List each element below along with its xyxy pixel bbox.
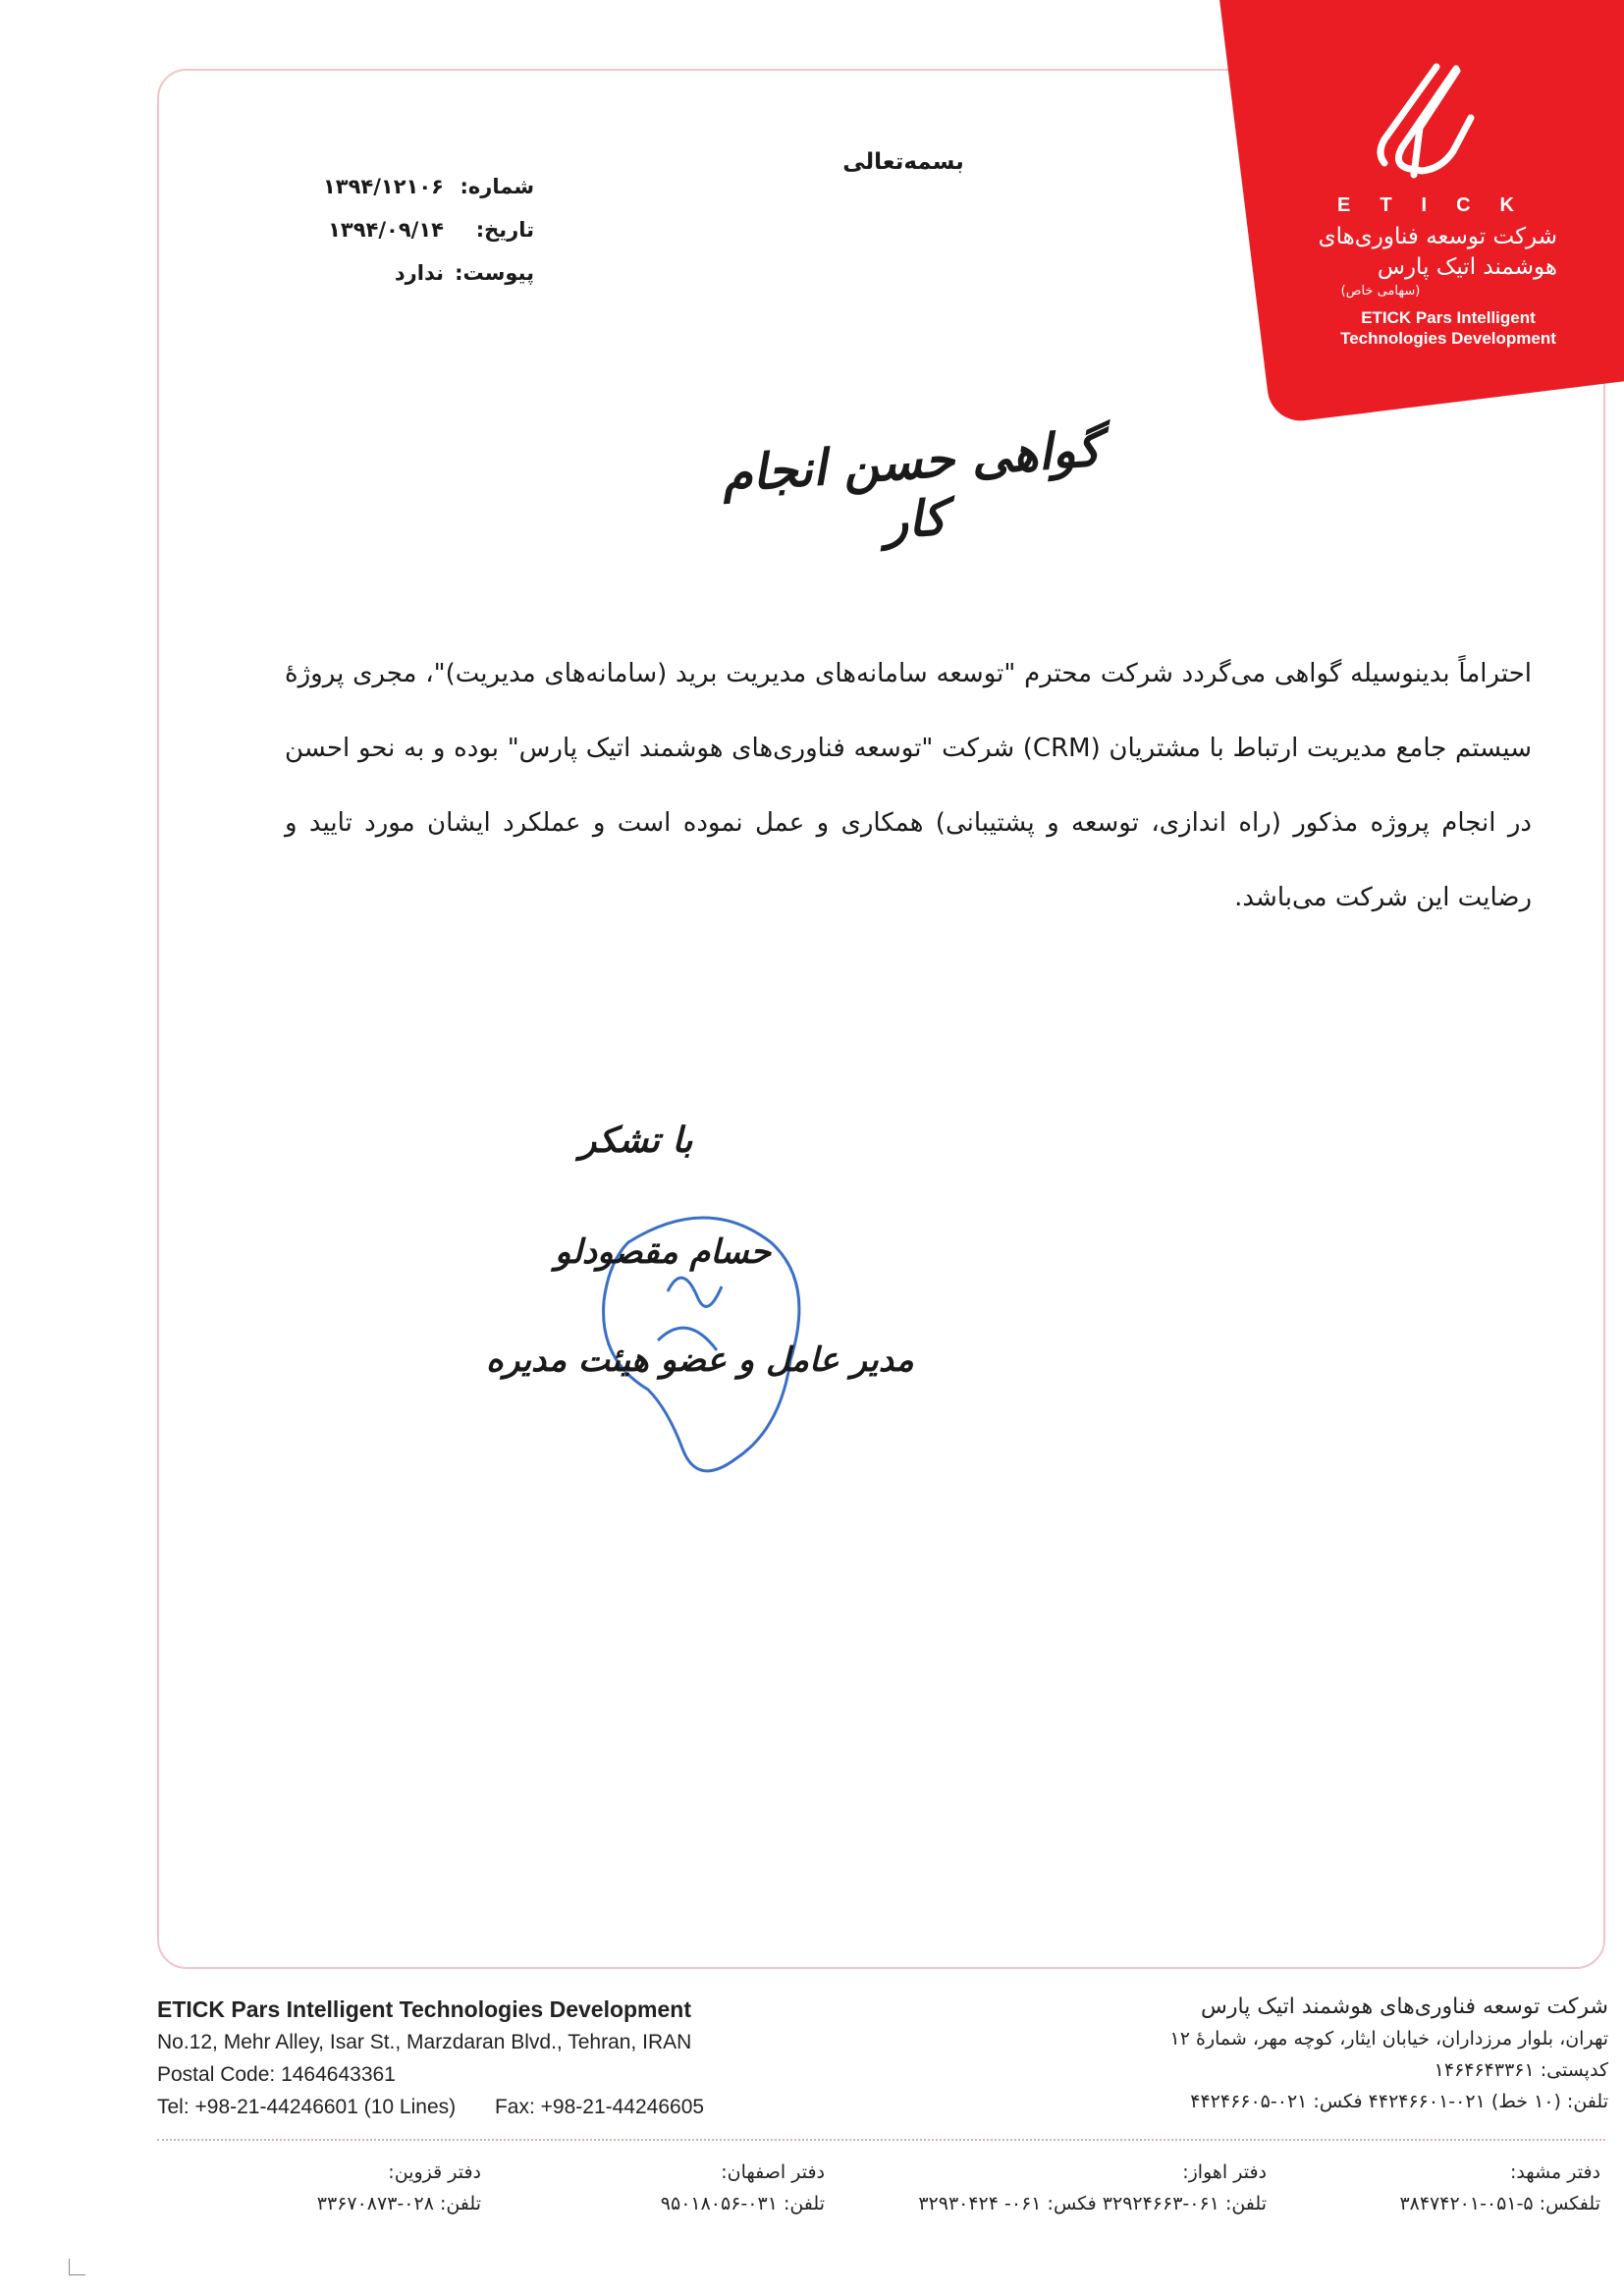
footer-fa-address: تهران، بلوار مرزداران، خیابان ایثار، کوچه مهر، شمارهٔ ۱۲ — [1169, 2028, 1608, 2050]
office-mashhad — [1399, 2157, 1600, 2219]
signer-name: حسام مقصودلو — [555, 1232, 772, 1272]
meta-number-row — [280, 175, 574, 218]
footer-fa-postal: کدپستی: ۱۴۶۴۶۴۳۳۶۱ — [1434, 2059, 1608, 2081]
attachment-label: پیوست: — [455, 261, 534, 285]
branch-offices — [147, 2157, 1610, 2235]
office-name: دفتر قزوین: — [388, 2161, 481, 2183]
number-label: شماره: — [460, 175, 534, 198]
office-phone: تلفن: ۰۶۱-۳۲۹۲۴۶۶۳ فکس: ۰۶۱- ۳۲۹۳۰۴۲۴ — [918, 2193, 1267, 2214]
closing: با تشکر — [579, 1120, 693, 1161]
office-ahvaz — [918, 2157, 1267, 2219]
number-value: ۱۳۹۴/۱۲۱۰۶ — [322, 175, 444, 198]
footer-en-phone — [157, 2091, 844, 2123]
logo-company-en-line2: Technologies Development — [1340, 329, 1556, 348]
footer-en-address: No.12, Mehr Alley, Isar St., Marzdaran Blvd., Tehran, IRAN — [157, 2031, 692, 2053]
office-name: دفتر اهواز: — [1182, 2161, 1267, 2183]
office-phone: تلفن: ۰۳۱-۹۵۰۱۸۰۵۶ — [660, 2193, 825, 2214]
letter-meta — [280, 175, 574, 304]
logo-company-en-line1: ETICK Pars Intelligent — [1361, 308, 1536, 327]
office-phone: تلفکس: ۵-۰۵۱-۳۸۴۷۴۲۰۱ — [1399, 2193, 1600, 2214]
meta-date-row — [280, 218, 574, 261]
logo-letters: ETICK — [1337, 194, 1543, 216]
footer-fa-company: شرکت توسعه فناوری‌های هوشمند اتیک پارس — [1201, 1995, 1608, 2019]
logo-company-type: (سهامی خاص) — [1340, 284, 1421, 299]
company-logo — [1218, 0, 1624, 393]
office-name: دفتر مشهد: — [1509, 2161, 1600, 2183]
attachment-value: ندارد — [394, 261, 444, 285]
footer-en-fax: Fax: +98-21-44246605 — [494, 2096, 705, 2118]
logo-company-en — [1257, 307, 1624, 349]
letter-title: گواهی حسن انجام کار — [720, 418, 1103, 551]
meta-attachment-row — [280, 261, 574, 304]
office-qazvin — [317, 2157, 481, 2219]
office-name: دفتر اصفهان: — [721, 2161, 825, 2183]
letter-body: احتراماً بدینوسیله گواهی می‌گردد شرکت محترم "توسعه سامانه‌های مدیریت برید (سامانه‌های مدیریت)"، مجری پروژهٔ سیستم جامع مدیریت ارتباط با مشتریان (CRM) شرکت "توسعه فناوری‌های هوشمند اتیک پارس" بوده و به نحو احسن در انجام پروژه مذکور (راه اندازی، توسعه و پشتیبانی) همکاری و عمل نموده است و عملکرد ایشان مورد تایید و رضایت این شرکت می‌باشد. — [285, 659, 1532, 912]
footer-en-tel: Tel: +98-21-44246601 (10 Lines) — [157, 2096, 457, 2118]
office-isfahan — [661, 2157, 825, 2219]
footer-persian — [921, 1992, 1608, 2117]
signer-title: مدیر عامل و عضو هیئت مدیره — [486, 1340, 914, 1380]
basmala: بسمه‌تعالی — [842, 149, 964, 175]
footer-fa-tel: تلفن: (۱۰ خط) ۰۲۱-۴۴۲۴۶۶۰۱ فکس: ۰۲۱-۴۴۲۴۶۶۰۵ — [1190, 2091, 1608, 2112]
etick-logo-icon — [1363, 49, 1481, 187]
office-phone: تلفن: ۰۲۸-۳۳۶۷۰۸۷۳ — [316, 2193, 481, 2214]
date-label: تاریخ: — [475, 218, 534, 242]
logo-company-fa-line2: هوشمند اتیک پارس — [1377, 254, 1557, 280]
footer-english — [157, 1994, 844, 2123]
logo-company-fa — [1263, 222, 1557, 301]
footer-divider — [157, 2139, 1605, 2141]
footer-en-company: ETICK Pars Intelligent Technologies Development — [157, 1996, 692, 2022]
corner-crop-mark — [69, 2259, 85, 2275]
footer-en-postal: Postal Code: 1464643361 — [157, 2063, 396, 2086]
date-value: ۱۳۹۴/۰۹/۱۴ — [328, 218, 444, 242]
logo-company-fa-line1: شرکت توسعه فناوری‌های — [1318, 224, 1557, 249]
